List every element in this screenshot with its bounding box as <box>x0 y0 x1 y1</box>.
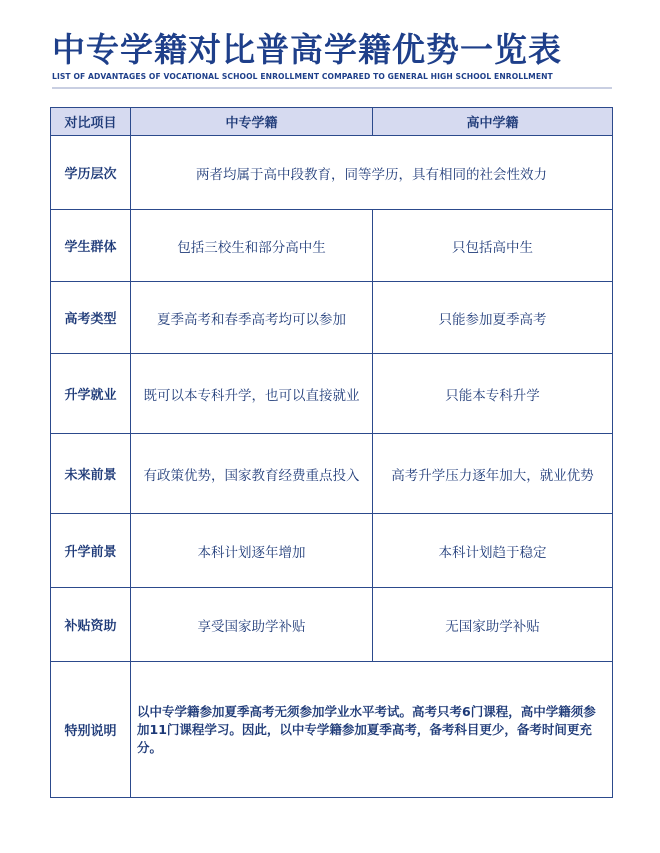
table-row <box>51 354 613 434</box>
row-label: 特别说明 <box>51 662 131 798</box>
row-label: 补贴资助 <box>51 588 131 662</box>
row-label: 学历层次 <box>51 136 131 210</box>
table-row <box>51 434 613 514</box>
vocational-value: 既可以本专科升学，也可以直接就业 <box>131 354 373 434</box>
vocational-value: 包括三校生和部分高中生 <box>131 210 373 282</box>
header-high-school: 高中学籍 <box>373 108 613 136</box>
title-divider <box>52 87 612 89</box>
header-item: 对比项目 <box>51 108 131 136</box>
row-label: 升学就业 <box>51 354 131 434</box>
vocational-value: 享受国家助学补贴 <box>131 588 373 662</box>
table-row <box>51 282 613 354</box>
page-subtitle: LIST OF ADVANTAGES OF VOCATIONAL SCHOOL ENROLLMENT COMPARED TO GENERAL HIGH SCHOOL ENROLLMENT <box>52 72 553 81</box>
high-school-value: 只包括高中生 <box>373 210 613 282</box>
high-school-value: 本科计划趋于稳定 <box>373 514 613 588</box>
vocational-value: 本科计划逐年增加 <box>131 514 373 588</box>
header-vocational: 中专学籍 <box>131 108 373 136</box>
high-school-value: 只能本专科升学 <box>373 354 613 434</box>
table-row <box>51 210 613 282</box>
special-note: 以中专学籍参加夏季高考无须参加学业水平考试。高考只考6门课程，高中学籍须参加11门课程学习。因此，以中专学籍参加夏季高考，备考科目更少，备考时间更充分。 <box>131 662 613 798</box>
high-school-value: 只能参加夏季高考 <box>373 282 613 354</box>
table-row <box>51 514 613 588</box>
row-label: 高考类型 <box>51 282 131 354</box>
high-school-value: 无国家助学补贴 <box>373 588 613 662</box>
table-header-row <box>51 108 613 136</box>
row-label: 升学前景 <box>51 514 131 588</box>
vocational-value: 夏季高考和春季高考均可以参加 <box>131 282 373 354</box>
row-label: 学生群体 <box>51 210 131 282</box>
high-school-value: 高考升学压力逐年加大，就业优势 <box>373 434 613 514</box>
row-merged-value: 两者均属于高中段教育，同等学历，具有相同的社会性效力 <box>131 136 613 210</box>
vocational-value: 有政策优势，国家教育经费重点投入 <box>131 434 373 514</box>
comparison-table <box>50 107 613 798</box>
page-title: 中专学籍对比普高学籍优势一览表 <box>52 30 562 69</box>
row-label: 未来前景 <box>51 434 131 514</box>
table-row <box>51 136 613 210</box>
table-row <box>51 588 613 662</box>
table-row <box>51 662 613 798</box>
